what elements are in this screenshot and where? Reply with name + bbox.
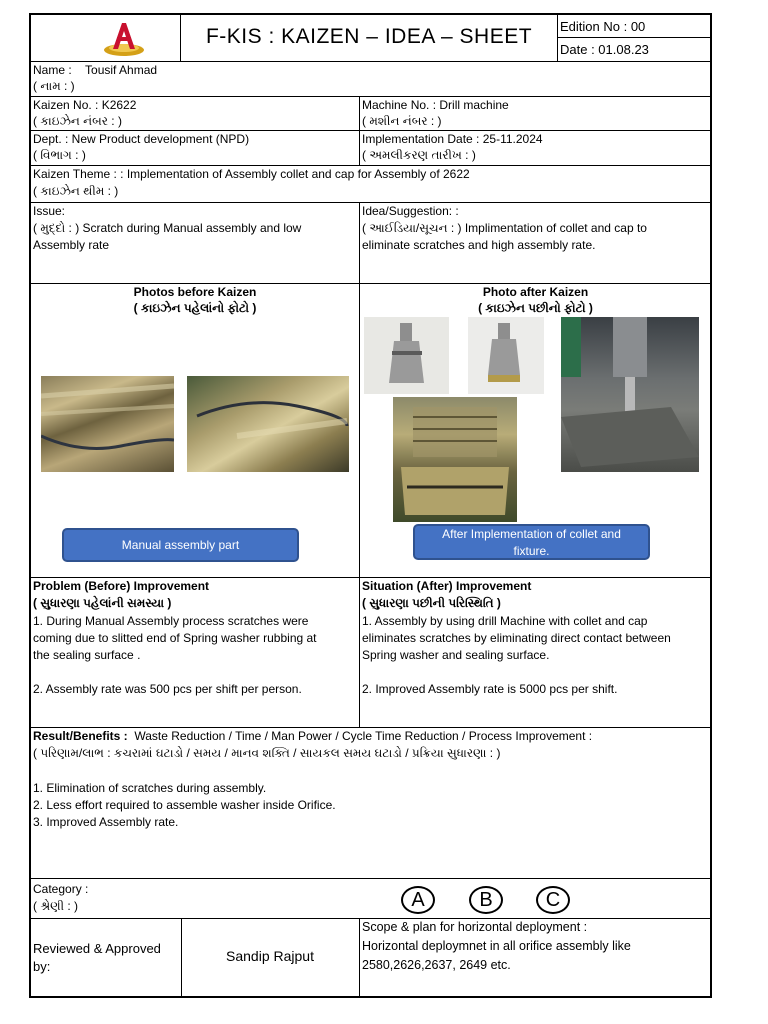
before-photo-1 [41,376,174,472]
before-photo-2 [187,376,349,472]
company-logo [101,19,147,59]
photos-before-title: Photos before Kaizen [133,285,257,299]
department: Dept. : New Product development (NPD) [33,132,250,146]
kaizen-theme-gujarati: ( કાઇઝેન થીમ : ) [33,184,119,198]
edition-date-divider [557,37,712,38]
collet-image [364,317,449,394]
after-caption-line1: After Implementation of collet and [442,527,621,541]
column-divider [359,96,360,165]
idea-text-line2: eliminate scratches and high assembly rate. [362,238,596,252]
issue-text-line1: ( મુદ્દો : ) Scratch during Manual assembly and low [33,221,302,235]
problem-title: Problem (Before) Improvement [33,579,210,593]
result-item: 2. Less effort required to assemble washer inside Orifice. [33,798,336,812]
after-photo-collet [364,317,449,394]
result-item: 1. Elimination of scratches during assembly. [33,781,267,795]
cap-image [468,317,544,394]
problem-line: 1. During Manual Assembly process scratches were [33,614,309,628]
manual-assembly-caption: Manual assembly part [62,528,299,562]
after-photo-assembled-part [393,397,517,522]
name-label-text: Name : [33,63,72,77]
assembled-part-image [393,397,517,522]
title-divider [557,15,558,61]
edition-number: Edition No : 00 [560,19,646,34]
situation-title: Situation (After) Improvement [362,579,532,593]
logo-icon [101,19,147,59]
photos-after-gujarati: ( કાઇઝેન પછીનો ફોટો ) [478,301,593,315]
idea-label: Idea/Suggestion: : [362,204,459,218]
approver-name: Sandip Rajput [226,948,314,964]
after-photo-cap [468,317,544,394]
after-implementation-caption [413,524,650,560]
after-photo-drill-machine [561,317,699,472]
issue-text-line2: Assembly rate [33,238,110,252]
situation-line: 2. Improved Assembly rate is 5000 pcs per shift. [362,682,618,696]
washer-scratch-image [187,376,349,472]
name-gujarati: ( નામ : ) [33,79,75,93]
kaizen-sheet [29,13,712,998]
photos-before-gujarati: ( કાઇઝેન પહેલાંનો ફોટો ) [133,301,257,315]
category-label: Category : [33,882,89,896]
scope-line2: 2580,2626,2637, 2649 etc. [362,958,511,972]
problem-line: 2. Assembly rate was 500 pcs per shift per person. [33,682,302,696]
category-option-a[interactable]: A [401,886,435,914]
row-line [31,878,712,879]
sheet-date: Date : 01.08.23 [560,42,649,57]
scope-line1: Horizontal deploymnet in all orifice assembly like [362,939,631,953]
name-label [33,62,157,79]
implementation-date: Implementation Date : 25-11.2024 [362,132,543,146]
situation-line: Spring washer and sealing surface. [362,648,550,662]
situation-line: eliminates scratches by eliminating direct contact between [362,631,671,645]
photos-after-title: Photo after Kaizen [482,285,589,299]
kaizen-theme: Kaizen Theme : : Implementation of Assembly collet and cap for Assembly of 2622 [33,167,470,181]
category-option-c[interactable]: C [536,886,570,914]
after-caption-line2: fixture. [513,544,550,558]
machine-number-gujarati: ( મશીન નંબર : ) [362,114,442,128]
drill-machine-image [561,317,699,472]
problem-line: coming due to slitted end of Spring washer rubbing at [33,631,317,645]
name-value: Tousif Ahmad [85,63,158,77]
category-option-b[interactable]: B [469,886,503,914]
result-gujarati: ( પરિણામ/લાભ : કચરામાં ઘટાડો / સમય / માનવ શક્તિ / સાયકલ સમય ઘટાડો / પ્રક્રિયા સુધારણા : ) [33,746,501,760]
column-divider [359,918,360,998]
department-gujarati: ( વિભાગ : ) [33,148,86,162]
situation-line: 1. Assembly by using drill Machine with collet and cap [362,614,648,628]
situation-gujarati: ( સુધારણા પછીની પરિસ્થિતિ ) [362,596,501,610]
machine-number: Machine No. : Drill machine [362,98,509,112]
idea-text-line1: ( આઈડિયા/સૂચન : ) Implimentation of collet and cap to [362,221,647,235]
problem-line: the sealing surface . [33,648,141,662]
kaizen-number: Kaizen No. : K2622 [33,98,137,112]
result-item: 3. Improved Assembly rate. [33,815,179,829]
kaizen-number-gujarati: ( કાઇઝેન નંબર : ) [33,114,122,128]
sheet-title: F-KIS : KAIZEN – IDEA – SHEET [205,25,533,48]
implementation-date-gujarati: ( અમલીકરણ તારીખ : ) [362,148,476,162]
result-heading [33,728,592,745]
reviewed-label-line2: by: [33,959,51,974]
column-divider [359,202,360,727]
issue-label: Issue: [33,204,66,218]
result-label: Result/Benefits : [33,729,128,743]
scope-title: Scope & plan for horizontal deployment : [362,920,588,934]
problem-gujarati: ( સુધારણા પહેલાંની સમસ્યા ) [33,596,172,610]
category-gujarati: ( શ્રેણી : ) [33,899,79,913]
reviewed-label-line1: Reviewed & Approved [33,941,161,956]
threaded-part-image [41,376,174,472]
result-categories: Waste Reduction / Time / Man Power / Cycle Time Reduction / Process Improvement : [134,729,593,743]
